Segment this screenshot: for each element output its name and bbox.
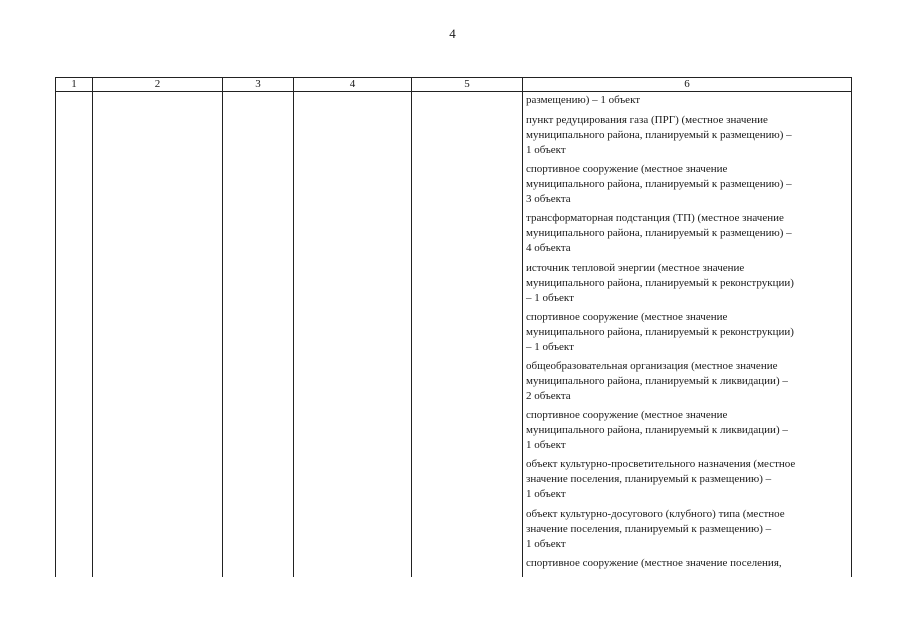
table-cell-entry [522, 310, 850, 355]
entry-line: муниципального района, планируемый к размещению) – [526, 129, 792, 141]
header-col-6: 6 [684, 78, 690, 90]
entry-line: трансформаторная подстанция (ТП) (местное значение [526, 212, 784, 225]
table-cell-entry [522, 261, 850, 306]
entry-line: значение поселения, планируемый к размещению) – [526, 522, 772, 535]
header-col-3: 3 [255, 78, 261, 90]
column-divider [411, 78, 412, 577]
table-cell-entry [522, 359, 850, 404]
table-cell-entry [522, 113, 850, 158]
table-cell-entry [522, 507, 850, 552]
entry-line: муниципального района, планируемый к размещению) – [526, 227, 792, 240]
table [55, 77, 852, 577]
column-6-content [522, 93, 850, 575]
entry-line: общеобразовательная организация (местное значение [526, 359, 778, 372]
entry-line: муниципального района, планируемый к реконструкции) [526, 325, 794, 338]
table-cell-entry [522, 408, 850, 453]
table-cell-entry [522, 457, 850, 502]
entry-line: 2 объекта [526, 389, 571, 402]
entry-line: объект культурно-досугового (клубного) типа (местное [526, 507, 785, 520]
entry-line: источник тепловой энергии (местное значение [526, 261, 745, 274]
entry-line: муниципального района, планируемый к размещению) – [526, 178, 792, 191]
header-col-2: 2 [154, 78, 161, 90]
entry-line: – 1 объект [526, 291, 574, 304]
page-number: 4 [449, 26, 456, 41]
entry-line: 3 объекта [526, 193, 571, 206]
header-col-1: 1 [71, 78, 77, 90]
entry-line: – 1 объект [526, 340, 574, 353]
entry-line: спортивное сооружение (местное значение [526, 409, 728, 422]
entry-line: муниципального района, планируемый к ликвидации) – [526, 374, 788, 387]
entry-line: объект культурно-просветительного назначения (местное [526, 458, 796, 471]
header-col-5: 5 [464, 78, 470, 90]
entry-line: значение поселения, планируемый к размещению) – [526, 473, 772, 486]
table-cell-entry [522, 556, 850, 571]
entry-line: спортивное сооружение (местное значение поселения, [526, 556, 782, 569]
column-divider [92, 78, 93, 577]
entry-line: 1 объект [526, 439, 566, 452]
entry-line: спортивное сооружение (местное значение [526, 163, 728, 176]
header-col-4: 4 [349, 78, 356, 90]
entry-line: 1 объект [526, 537, 566, 550]
column-divider [222, 78, 223, 577]
entry-line: спортивное сооружение (местное значение [526, 310, 728, 323]
entry-line: 1 объект [526, 144, 566, 156]
entry-line: 4 объекта [526, 242, 571, 255]
entry-line: муниципального района, планируемый к реконструкции) [526, 276, 794, 289]
table-cell-entry [522, 93, 850, 108]
entry-line: размещению) – 1 объект [526, 94, 641, 106]
entry-line: пункт редуцирования газа (ПРГ) (местное значение [526, 114, 768, 126]
table-cell-entry [522, 211, 850, 256]
table-cell-entry [522, 162, 850, 207]
table-header-row [56, 78, 851, 92]
entry-line: муниципального района, планируемый к ликвидации) – [526, 424, 788, 437]
entry-line: 1 объект [526, 488, 566, 501]
column-divider [293, 78, 294, 577]
